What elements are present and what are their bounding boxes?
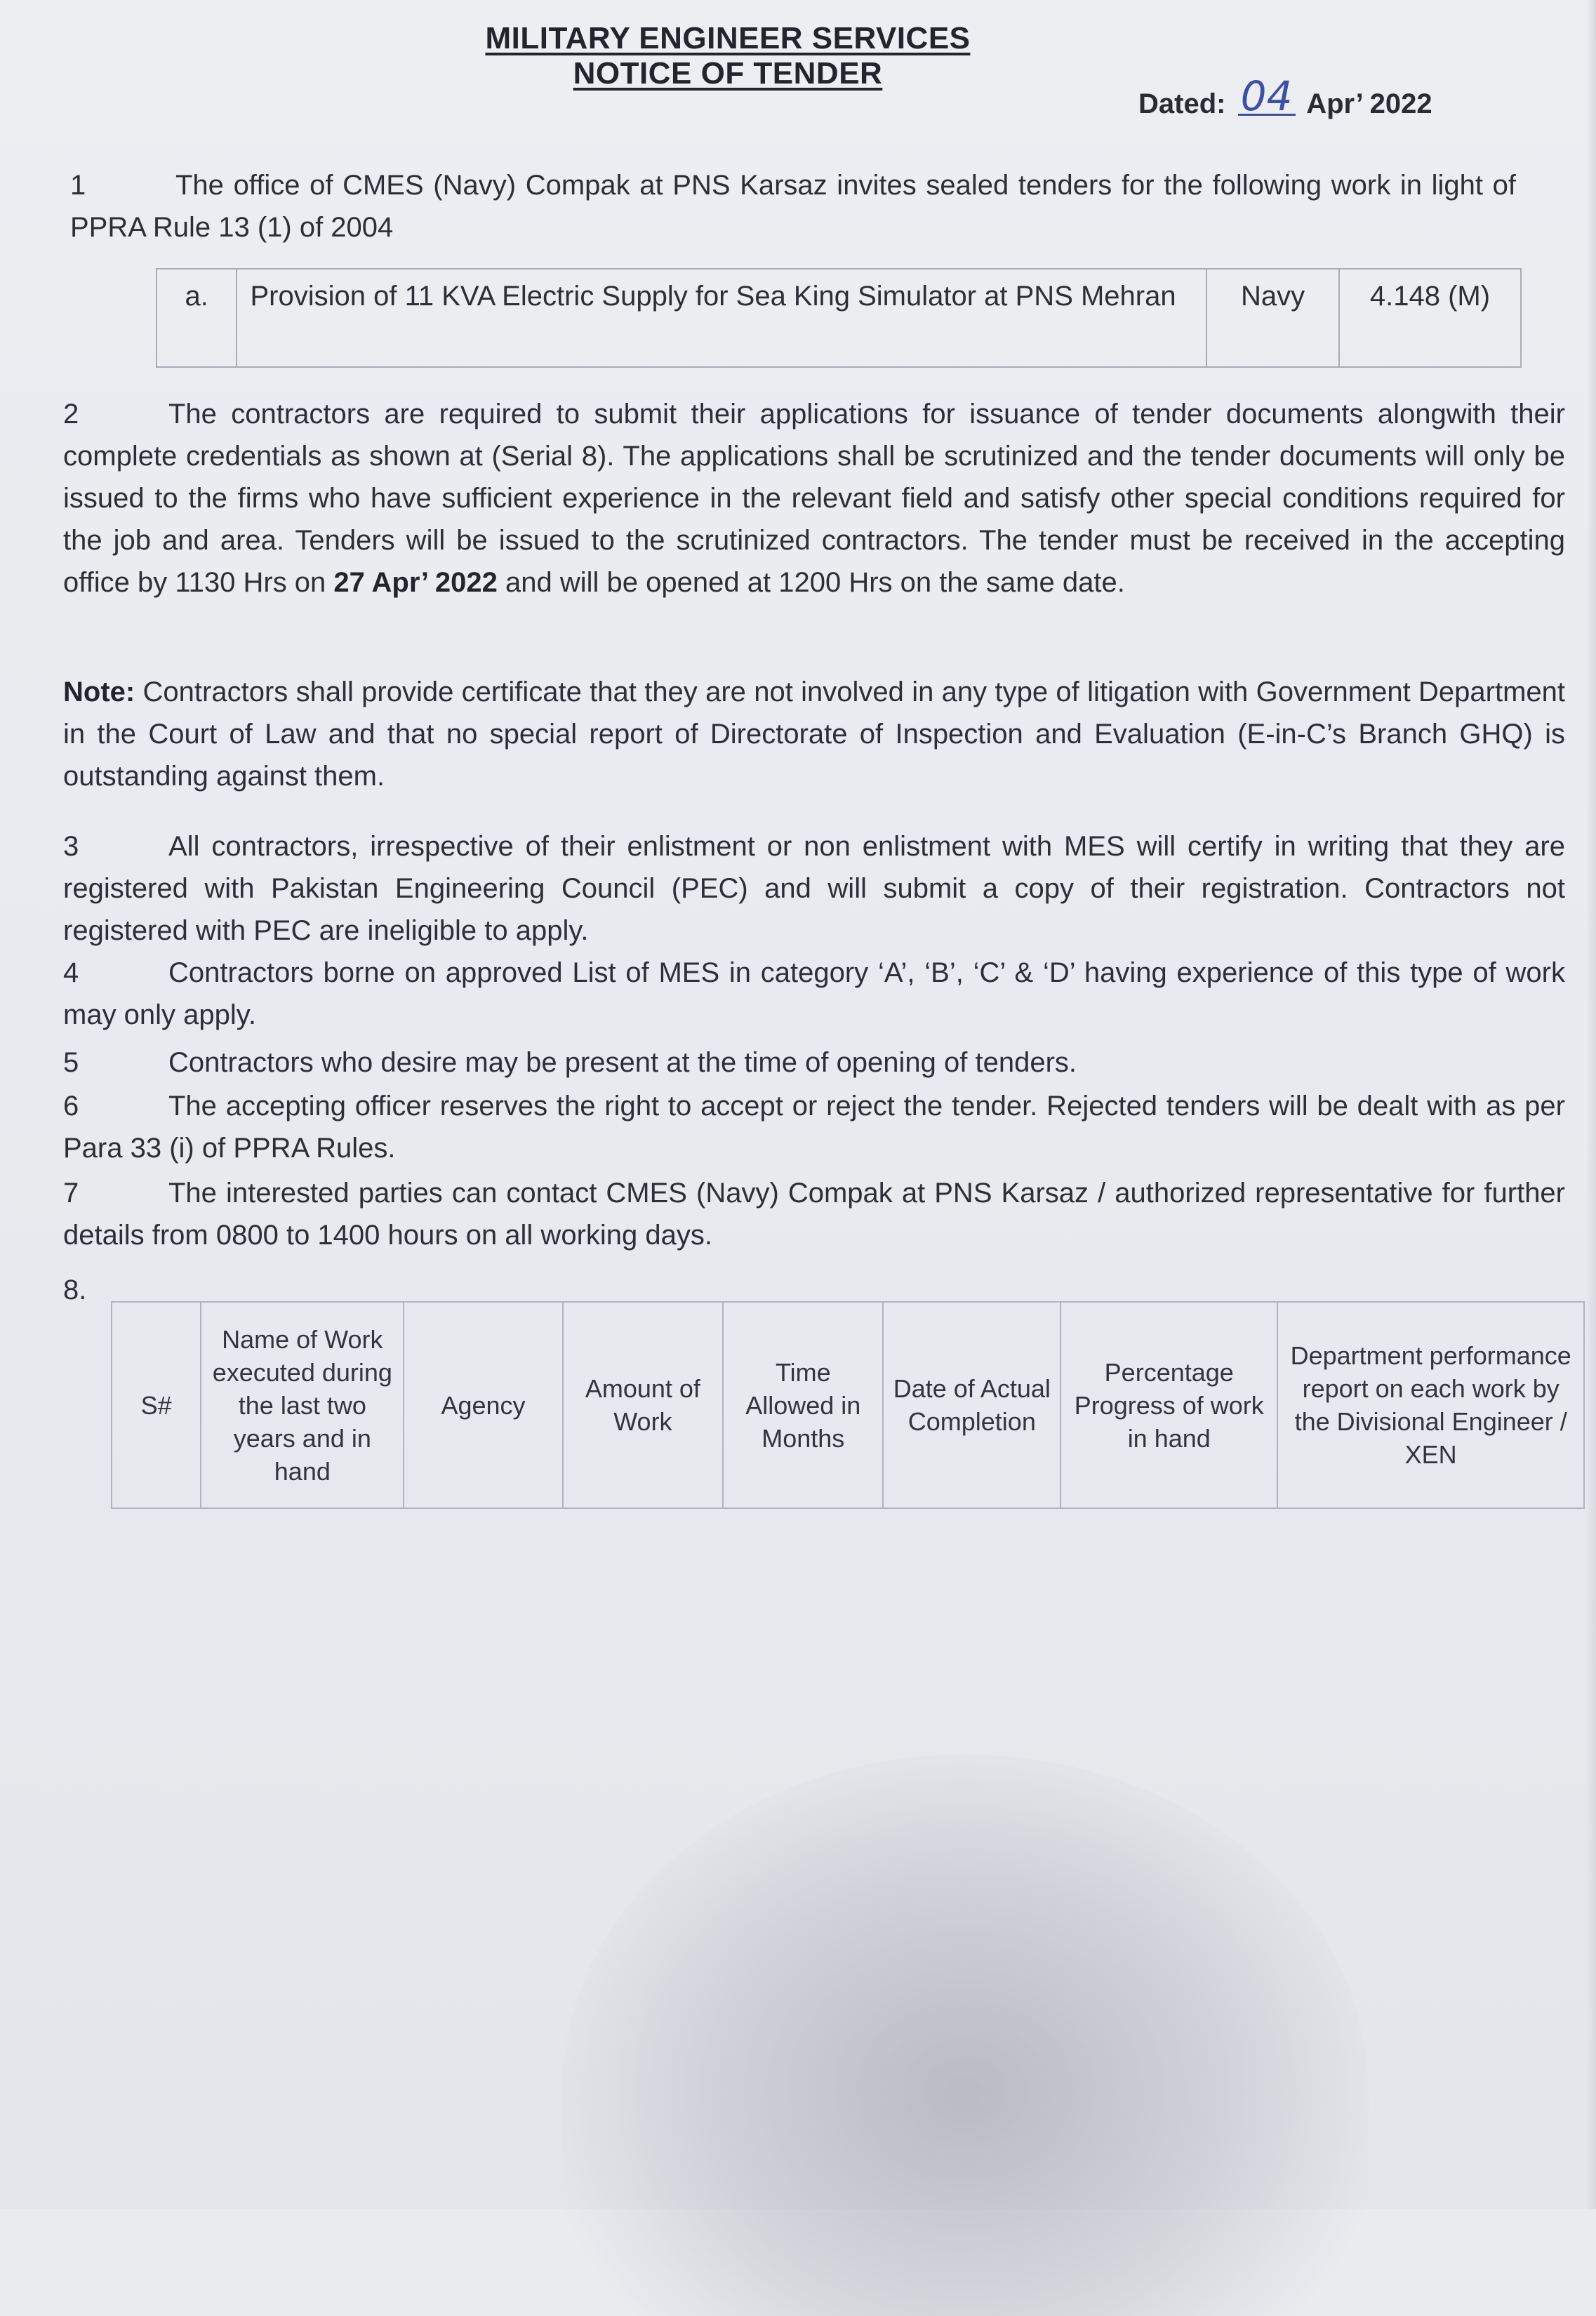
header-agency: Agency [404,1302,562,1508]
org-title: MILITARY ENGINEER SERVICES [485,21,971,55]
paragraph-1 [70,164,1516,248]
paragraph-text: All contractors, irrespective of their enlistment or non enlistment with MES will certify in writing that they are registered with Pakistan Engineering Council (PEC) and will submit a copy of their registration. Contractors not registered with PEC are ineligible to apply. [63,831,1565,946]
notice-title: NOTICE OF TENDER [573,56,883,91]
header-time-allowed: Time Allowed in Months [723,1302,883,1508]
header-performance-report: Department performance report on each work by the Divisional Engineer / XEN [1277,1302,1584,1508]
paragraph-number: 7 [63,1178,79,1209]
paragraph-number: 1 [70,170,86,201]
tender-description: Provision of 11 KVA Electric Supply for Sea King Simulator at PNS Mehran [237,269,1206,367]
tender-serial: a. [157,269,237,367]
paragraph-4 [63,952,1565,1036]
paragraph-text: The accepting officer reserves the right to accept or reject the tender. Rejected tenders will be dealt with as per Para 33 (i) of PPRA Rules. [63,1091,1565,1164]
camera-shadow [561,1755,1369,2316]
paragraph-text: Contractors who desire may be present at the time of opening of tenders. [168,1047,1077,1078]
paragraph-3 [63,825,1565,952]
paragraph-7 [63,1172,1565,1256]
table-row [157,269,1521,367]
table-header-row [112,1302,1584,1508]
note-label: Note: [63,677,135,707]
paragraph-number: 8. [63,1275,87,1305]
tender-amount: 4.148 (M) [1339,269,1521,367]
dated-day-handwritten: 04 [1238,79,1296,116]
paragraph-2 [63,393,1565,604]
page-edge [1586,0,1596,2209]
dated-line [1138,72,1432,120]
header-progress: Percentage Progress of work in hand [1060,1302,1277,1508]
paragraph-text: Contractors borne on approved List of MES in category ‘A’, ‘B’, ‘C’ & ‘D’ having experience of this type of work may only apply. [63,957,1565,1030]
dated-label: Dated: [1138,88,1226,119]
tender-due-date: 27 Apr’ 2022 [333,567,498,598]
header-work-name: Name of Work executed during the last two years and in hand [201,1302,404,1508]
credentials-table [111,1301,1585,1509]
paragraph-5 [63,1041,1565,1084]
paragraph-text-end: and will be opened at 1200 Hrs on the same date. [505,567,1125,598]
note-paragraph [63,671,1565,797]
paragraph-number: 5 [63,1047,79,1078]
paragraph-text: The interested parties can contact CMES (Navy) Compak at PNS Karsaz / authorized representative for further details from 0800 to 1400 hours on all working days. [63,1178,1565,1251]
paragraph-text: The contractors are required to submit their applications for issuance of tender documents alongwith their complete credentials as shown at (Serial 8). The applications shall be scrutinized and the tender documents will only be issued to the firms who have sufficient experience in the relevant field and satisfy other special conditions required for the job and area. Tenders will be issued to the scrutinized contractors. The tender must be received in the accepting office by 1130 Hrs on [63,399,1565,598]
tender-agency: Navy [1206,269,1339,367]
paragraph-text: The office of CMES (Navy) Compak at PNS Karsaz invites sealed tenders for the following work in light of PPRA Rule 13 (1) of 2004 [70,170,1516,243]
header-amount: Amount of Work [563,1302,723,1508]
paragraph-number: 6 [63,1091,79,1122]
paragraph-number: 3 [63,831,79,862]
note-text: Contractors shall provide certificate that they are not involved in any type of litigation with Government Department in the Court of Law and that no special report of Directorate of Inspection and Evaluation (E-in-C’s Branch GHQ) is outstanding against them. [63,677,1565,792]
tender-item-table [156,268,1522,368]
paragraph-number: 2 [63,399,79,430]
dated-month-year: Apr’ 2022 [1306,88,1432,119]
paragraph-number: 4 [63,957,79,988]
header-serial: S# [112,1302,201,1508]
header-completion-date: Date of Actual Completion [883,1302,1060,1508]
paragraph-6 [63,1085,1565,1169]
